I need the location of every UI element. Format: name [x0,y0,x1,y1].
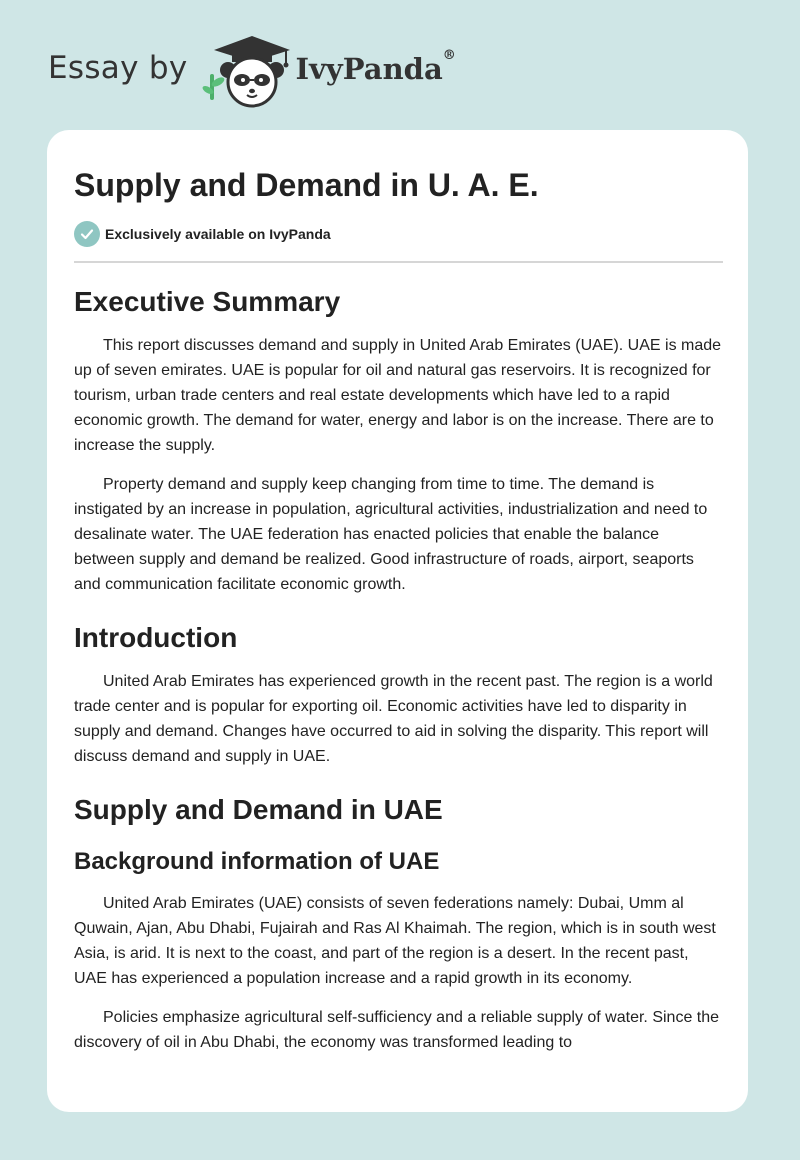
brand-header[interactable] [48,32,456,112]
paragraph: This report discusses demand and supply in United Arab Emirates (UAE). UAE is made up of seven emirates. UAE is popular for oil and natural gas reservoirs. It is recognized for tourism, urban trade centers and real estate developments which have led to a rapid economic growth. The demand for water, energy and labor is on the increase. There are to increase the supply. [74,337,722,454]
paragraph: Policies emphasize agricultural self-sufficiency and a reliable supply of water. Since the discovery of oil in Abu Dhabi, the economy was transformed leading to [74,1009,720,1051]
heading-introduction: Introduction [74,622,238,653]
title-divider [74,261,723,263]
paragraph: United Arab Emirates (UAE) consists of seven federations namely: Dubai, Umm al Quwain, Ajan, Abu Dhabi, Fujairah and Ras Al Khaimah. The region, which is in south west Asia, is arid. It is next to the coast, and part of the region is a desert. In the recent past, UAE has experienced a population increase and a rapid growth in its economy. [74,895,716,987]
exclusive-badge-text: Exclusively available on IvyPanda [105,226,331,242]
check-circle-icon [74,221,100,247]
brand-name [295,48,456,86]
essay-card [47,130,748,1112]
heading-executive-summary: Executive Summary [74,286,341,317]
brand-name-text: IvyPanda [295,52,443,86]
paragraph: Property demand and supply keep changing from time to time. The demand is instigated by an increase in population, agricultural activities, industrialization and need to desalinate water. The UAE federation has enacted policies that enable the balance between supply and demand be realized. Good infrastructure of roads, airport, seaports and communication facilitate economic growth. [74,476,708,593]
heading-background: Background information of UAE [74,848,440,875]
registered-mark: ® [442,48,456,63]
paragraph: United Arab Emirates has experienced growth in the recent past. The region is a world trade center and is popular for exporting oil. Economic activities have led to disparity in supply and demand. Changes have occurred to aid in solving the disparity. This report will discuss demand and supply in UAE. [74,673,713,765]
exclusive-badge [74,220,722,248]
heading-supply-demand: Supply and Demand in UAE [74,794,443,825]
brand-prefix: Essay by [48,50,188,86]
panda-logo-icon [202,30,294,110]
page-title: Supply and Demand in U. A. E. [74,167,539,203]
